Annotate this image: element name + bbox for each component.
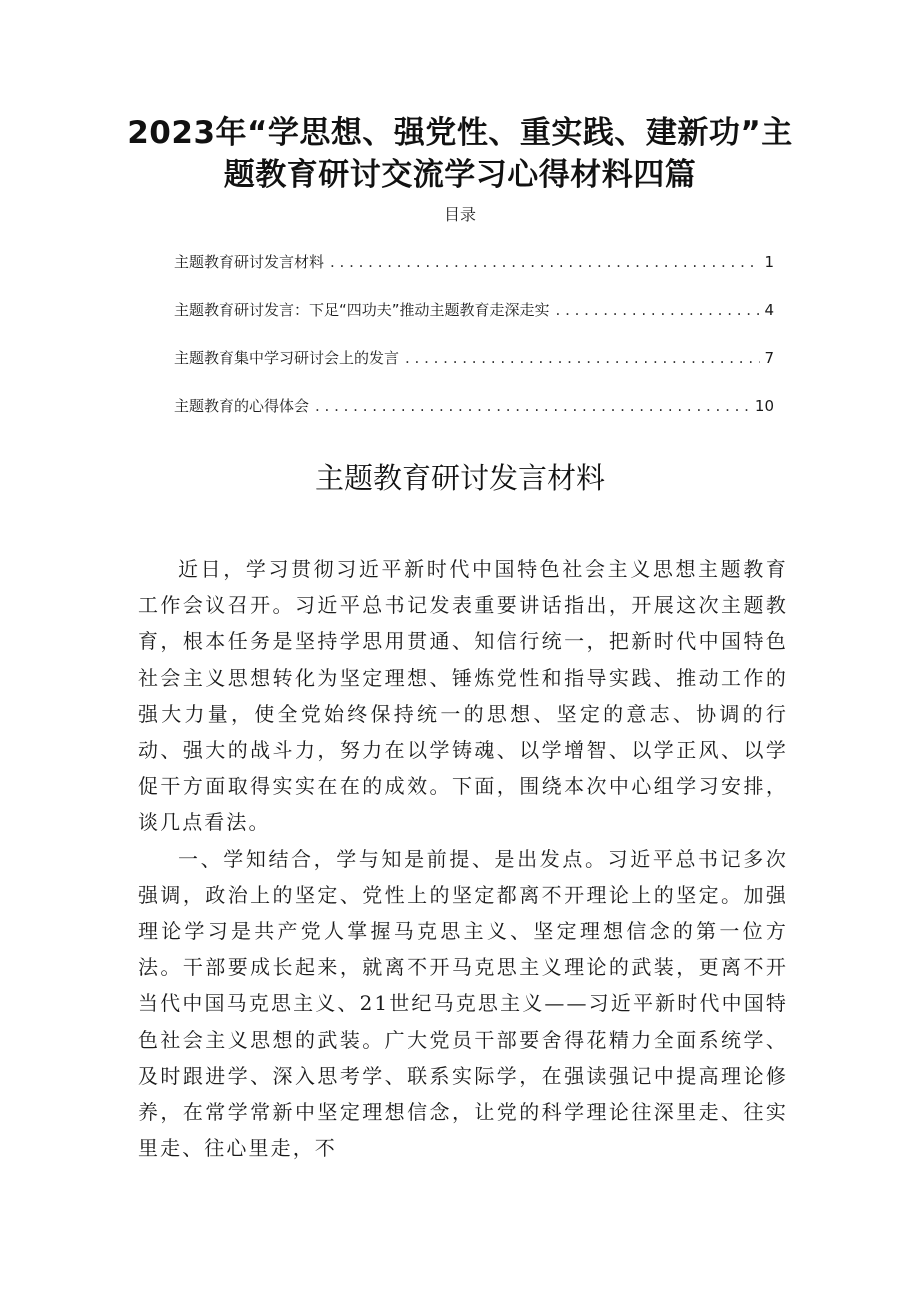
toc-entry-page: 4 — [764, 301, 774, 319]
toc-entry-title: 主题教育研讨发言：下足“四功夫”推动主题教育走深走实 — [174, 301, 550, 319]
toc-entry[interactable] — [174, 392, 774, 440]
toc-entry[interactable] — [174, 296, 774, 344]
toc-leader-dots — [556, 296, 760, 324]
body-text — [138, 551, 788, 1166]
body-paragraph: 一、学知结合，学与知是前提、是出发点。习近平总书记多次强调，政治上的坚定、党性上的坚定都离不开理论上的坚定。加强理论学习是共产党人掌握马克思主义、坚定理想信念的第一位方法。干部要成长起来，就离不开马克思主义理论的武装，更离不开当代中国马克思主义、21世纪马克思主义——习近平新时代中国特色社会主义思想的武装。广大党员干部要舍得花精力全面系统学、及时跟进学、深入思考学、联系实际学，在强读强记中提高理论修养，在常学常新中坚定理想信念，让党的科学理论往深里走、往实里走、往心里走，不 — [138, 846, 788, 1161]
toc-entry-page: 1 — [764, 253, 774, 271]
toc-heading: 目录 — [443, 205, 476, 224]
toc-entry-page: 7 — [764, 349, 774, 367]
toc-leader-dots — [330, 248, 760, 276]
toc-leader-dots — [405, 344, 760, 372]
toc-entry-title: 主题教育的心得体会 — [174, 397, 310, 415]
toc-leader-dots — [315, 392, 751, 420]
document-title: 2023年“学思想、强党性、重实践、建新功”主题教育研讨交流学习心得材料四篇 — [127, 115, 793, 193]
toc-entry-page: 10 — [754, 397, 774, 415]
section-title: 主题教育研讨发言材料 — [314, 461, 605, 495]
toc-entry-title: 主题教育研讨发言材料 — [174, 253, 325, 271]
toc-entry[interactable] — [174, 344, 774, 392]
body-paragraph: 近日，学习贯彻习近平新时代中国特色社会主义思想主题教育工作会议召开。习近平总书记发表重要讲话指出，开展这次主题教育，根本任务是坚持学思用贯通、知信行统一，把新时代中国特色社会主义思想转化为坚定理想、锤炼党性和指导实践、推动工作的强大力量，使全党始终保持统一的思想、坚定的意志、协调的行动、强大的战斗力，努力在以学铸魂、以学增智、以学正风、以学促干方面取得实实在在的成效。下面，围绕本次中心组学习安排，谈几点看法。 — [138, 557, 788, 835]
table-of-contents — [174, 248, 774, 440]
toc-entry[interactable] — [174, 248, 774, 296]
toc-entry-title: 主题教育集中学习研讨会上的发言 — [174, 349, 400, 367]
